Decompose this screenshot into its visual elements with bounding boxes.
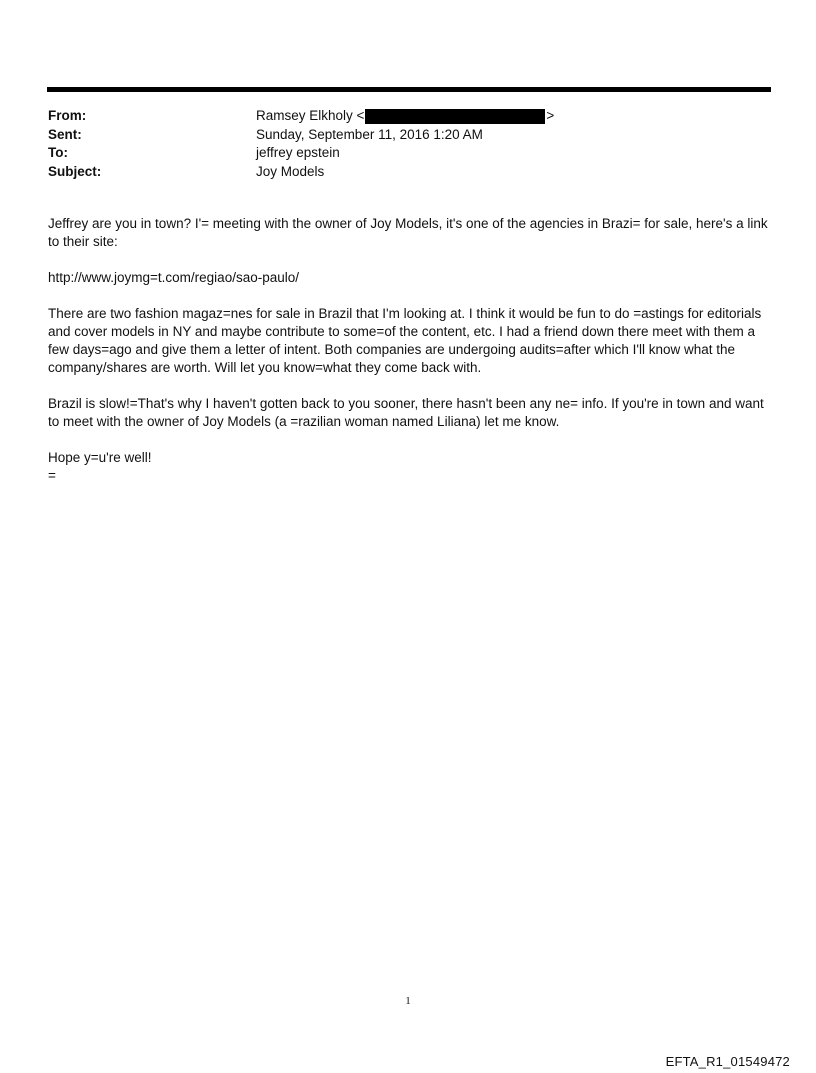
email-body xyxy=(48,215,772,485)
redaction-box xyxy=(365,109,545,124)
subject-label: Subject: xyxy=(48,163,102,179)
body-paragraph-3: Brazil is slow!=That's why I haven't gotten back to you sooner, there hasn't been any ne= info. If you're in town and want to meet with the owner of Joy Models (a =razilian woman named Liliana) let me know. xyxy=(48,396,764,429)
to-value: jeffrey epstein xyxy=(256,145,340,160)
sent-value: Sunday, September 11, 2016 1:20 AM xyxy=(256,126,483,142)
sent-label: Sent: xyxy=(48,126,82,142)
subject-row xyxy=(48,163,768,182)
from-row xyxy=(48,107,768,126)
trailing-mark: = xyxy=(48,468,56,483)
site-link: http://www.joymg=t.com/regiao/sao-paulo/ xyxy=(48,270,299,285)
subject-value: Joy Models xyxy=(256,163,325,179)
body-paragraph-1: Jeffrey are you in town? I'= meeting with the owner of Joy Models, it's one of the agencies in Brazi= for sale, here's a link to their site: xyxy=(48,216,768,249)
closing-line: Hope y=u're well! xyxy=(48,450,152,465)
sender-name: Ramsey Elkholy < xyxy=(256,108,365,123)
from-label: From: xyxy=(48,108,87,123)
sender-suffix: > xyxy=(546,108,555,123)
from-value xyxy=(256,107,554,126)
page-number: 1 xyxy=(405,995,411,1007)
sent-row xyxy=(48,126,768,145)
email-header xyxy=(48,107,768,181)
bates-number: EFTA_R1_01549472 xyxy=(665,1054,790,1069)
to-row xyxy=(48,144,768,163)
to-label: To: xyxy=(48,145,68,160)
body-paragraph-2: There are two fashion magaz=nes for sale in Brazil that I'm looking at. I think it would be fun to do =astings for editorials and cover models in NY and maybe contribute to some=of the content, etc. I had a friend down there meet with them a few days=ago and give them a letter of intent. Both companies are undergoing audits=after which I'll know what the company/shares are worth. Will let you know=what they come back with. xyxy=(48,306,762,375)
header-rule xyxy=(47,87,771,92)
